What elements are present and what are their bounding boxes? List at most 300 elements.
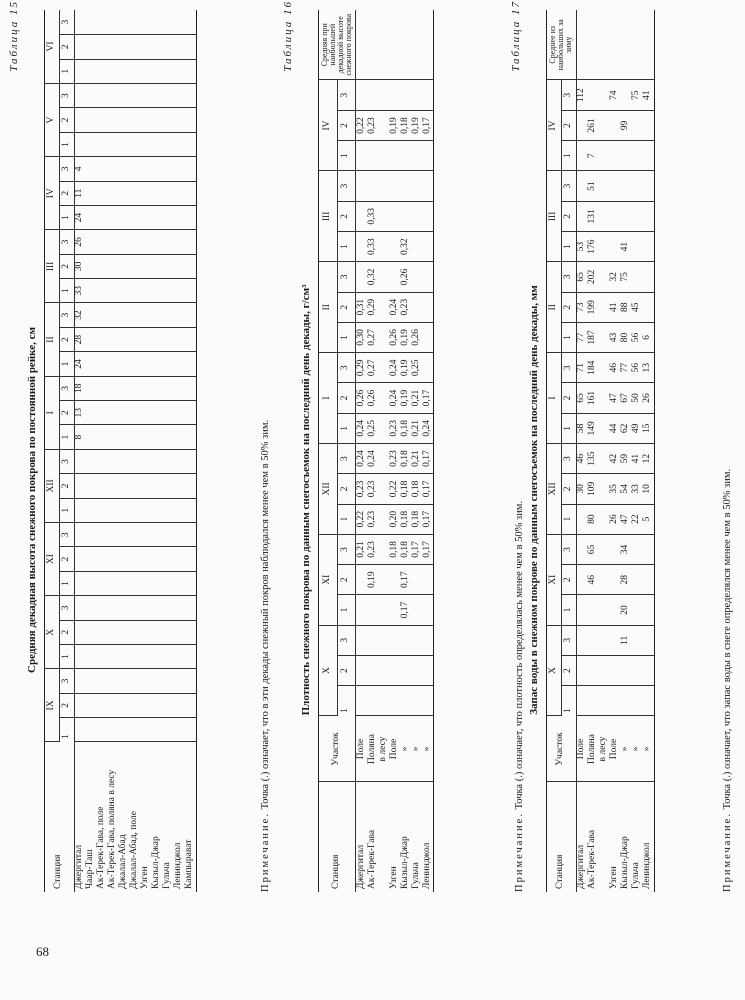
data-cell	[97, 83, 108, 107]
station-name: Джалал-Абад	[118, 834, 129, 889]
data-cell: 0,30	[356, 322, 368, 352]
data-cell: 202	[588, 262, 599, 292]
data-cell: 32	[74, 303, 86, 327]
data-cell	[97, 352, 108, 376]
data-cell: 46	[610, 353, 621, 383]
data-cell	[119, 35, 130, 59]
data-cell	[588, 655, 599, 685]
data-cell	[108, 83, 119, 107]
data-cell	[141, 35, 152, 59]
decade-header: 1	[337, 141, 356, 171]
data-cell	[643, 141, 655, 171]
data-cell	[152, 522, 163, 546]
data-cell	[152, 230, 163, 254]
data-cell	[163, 596, 174, 620]
decade-header: 1	[561, 504, 576, 534]
data-cell	[152, 205, 163, 229]
data-cell	[86, 181, 97, 205]
month-header: IV	[45, 157, 60, 230]
table-17-note-label: Примечание.	[722, 812, 733, 892]
data-cell	[610, 655, 621, 685]
decade-header: 2	[337, 110, 356, 140]
data-cell	[141, 449, 152, 473]
table-row	[411, 10, 422, 892]
data-cell	[74, 59, 86, 83]
data-cell	[599, 474, 610, 504]
data-cell	[152, 596, 163, 620]
decade-header: 2	[59, 547, 74, 571]
data-cell	[119, 718, 130, 742]
decade-header: 1	[561, 232, 576, 262]
summary-cell	[632, 10, 643, 80]
data-cell	[108, 132, 119, 156]
table-row	[389, 10, 400, 892]
station-name: Джергитал	[74, 844, 85, 889]
month-header: X	[319, 625, 338, 716]
decade-header: 2	[561, 383, 576, 413]
data-cell	[119, 449, 130, 473]
data-cell: 26	[643, 383, 655, 413]
data-cell	[163, 693, 174, 717]
station-name: Ленинджол	[643, 782, 655, 892]
table-17-note-text: Точка (.) означает, что запас воды в снеге определялся менее чем в 50% зим.	[722, 468, 733, 810]
table-row	[163, 10, 174, 892]
data-cell	[108, 230, 119, 254]
data-cell	[367, 686, 378, 716]
data-cell	[163, 718, 174, 742]
data-cell: 33	[74, 279, 86, 303]
data-cell	[588, 80, 599, 110]
decade-header: 1	[59, 425, 74, 449]
decade-header: 3	[561, 534, 576, 564]
data-cell	[130, 401, 141, 425]
data-cell: 0,32	[400, 232, 411, 262]
data-cell	[356, 171, 368, 201]
data-cell: 41	[632, 443, 643, 473]
data-cell	[163, 449, 174, 473]
data-cell: 131	[588, 201, 599, 231]
decade-header: 1	[561, 686, 576, 716]
data-cell	[130, 718, 141, 742]
data-cell	[108, 596, 119, 620]
data-cell	[632, 171, 643, 201]
data-cell	[389, 262, 400, 292]
page-number: 68	[36, 944, 49, 959]
data-cell	[174, 547, 185, 571]
data-cell	[152, 693, 163, 717]
data-cell	[163, 327, 174, 351]
decade-header: 3	[59, 230, 74, 254]
data-cell: 28	[74, 327, 86, 351]
data-cell: 0,18	[400, 110, 411, 140]
data-cell	[141, 157, 152, 181]
decade-header: 1	[59, 644, 74, 668]
data-cell	[86, 449, 97, 473]
data-cell	[621, 171, 632, 201]
data-cell	[86, 474, 97, 498]
decade-header: 3	[337, 443, 356, 473]
data-cell	[356, 686, 368, 716]
data-cell	[643, 686, 655, 716]
data-cell	[86, 498, 97, 522]
data-cell	[119, 230, 130, 254]
data-cell	[130, 571, 141, 595]
data-cell	[643, 171, 655, 201]
data-cell	[152, 59, 163, 83]
data-cell	[185, 669, 197, 693]
data-cell	[108, 669, 119, 693]
table-17	[546, 10, 655, 892]
data-cell	[588, 686, 599, 716]
summary-cell	[389, 10, 400, 80]
data-cell	[411, 292, 422, 322]
table-row	[588, 10, 599, 892]
data-cell	[130, 596, 141, 620]
data-cell	[97, 644, 108, 668]
plot-name: Поле	[356, 716, 368, 782]
data-cell	[152, 132, 163, 156]
data-cell	[378, 534, 389, 564]
data-cell	[599, 595, 610, 625]
table-16	[318, 10, 434, 892]
data-cell	[119, 352, 130, 376]
data-cell	[108, 693, 119, 717]
decade-header: 3	[337, 534, 356, 564]
data-cell	[621, 141, 632, 171]
data-cell	[621, 201, 632, 231]
data-cell	[130, 376, 141, 400]
summary-cell	[378, 10, 389, 80]
data-cell	[97, 474, 108, 498]
data-cell	[86, 571, 97, 595]
data-cell	[599, 655, 610, 685]
table-row	[97, 10, 108, 892]
data-cell	[119, 498, 130, 522]
data-cell: 41	[610, 292, 621, 322]
data-cell	[74, 35, 86, 59]
data-cell: 65	[588, 534, 599, 564]
data-cell	[389, 80, 400, 110]
data-cell	[119, 157, 130, 181]
table-15-label: Таблица 15	[8, 0, 20, 72]
station-name: Кызыл-Джар	[620, 836, 631, 889]
data-cell	[389, 141, 400, 171]
month-header: XII	[319, 443, 338, 534]
data-cell	[163, 669, 174, 693]
data-cell	[141, 279, 152, 303]
data-cell	[97, 303, 108, 327]
data-cell	[130, 620, 141, 644]
station-name: Кызыл-Джар	[151, 836, 162, 889]
data-cell	[119, 376, 130, 400]
data-cell: 0,17	[422, 110, 434, 140]
data-cell	[141, 522, 152, 546]
decade-header: 3	[337, 80, 356, 110]
decade-header: 2	[337, 292, 356, 322]
data-cell	[97, 425, 108, 449]
data-cell: 62	[621, 413, 632, 443]
data-cell	[86, 303, 97, 327]
data-cell	[422, 625, 434, 655]
data-cell	[599, 201, 610, 231]
table-16-title: Плотность снежного покрова по данным снегосъемок на последний день декады, г/см³	[300, 284, 312, 716]
data-cell	[130, 83, 141, 107]
data-cell: 184	[588, 353, 599, 383]
plot-name: в лесу	[378, 716, 389, 782]
data-cell: 65	[576, 262, 588, 292]
data-cell	[163, 59, 174, 83]
table-15-note	[260, 420, 271, 892]
data-cell	[174, 230, 185, 254]
data-cell	[163, 522, 174, 546]
data-cell	[610, 686, 621, 716]
plot-header: Участок	[547, 716, 577, 782]
data-cell	[389, 686, 400, 716]
data-cell: 0,18	[400, 474, 411, 504]
decade-header: 3	[59, 596, 74, 620]
data-cell: 53	[576, 232, 588, 262]
data-cell: 20	[621, 595, 632, 625]
data-cell	[86, 547, 97, 571]
data-cell	[108, 498, 119, 522]
data-cell	[152, 498, 163, 522]
data-cell: 88	[621, 292, 632, 322]
data-cell	[599, 383, 610, 413]
data-cell	[174, 327, 185, 351]
decade-header: 3	[561, 625, 576, 655]
month-header: IV	[547, 80, 562, 171]
data-cell	[74, 547, 86, 571]
data-cell	[119, 181, 130, 205]
decade-header: 2	[59, 254, 74, 278]
data-cell	[141, 596, 152, 620]
data-cell	[185, 352, 197, 376]
data-cell	[141, 376, 152, 400]
data-cell	[74, 449, 86, 473]
data-cell: 54	[621, 474, 632, 504]
data-cell	[97, 132, 108, 156]
data-cell	[97, 10, 108, 35]
data-cell	[119, 327, 130, 351]
data-cell	[108, 376, 119, 400]
decade-header: 2	[337, 655, 356, 685]
data-cell	[74, 571, 86, 595]
data-cell: 44	[610, 413, 621, 443]
data-cell: 0,17	[422, 534, 434, 564]
data-cell	[97, 181, 108, 205]
data-cell	[389, 625, 400, 655]
data-cell	[108, 401, 119, 425]
decade-header: 3	[59, 522, 74, 546]
decade-header: 1	[59, 718, 74, 742]
data-cell	[185, 401, 197, 425]
data-cell	[141, 132, 152, 156]
data-cell	[97, 620, 108, 644]
data-cell	[119, 83, 130, 107]
data-cell	[130, 522, 141, 546]
data-cell: 0,32	[367, 262, 378, 292]
data-cell	[86, 157, 97, 181]
data-cell	[130, 498, 141, 522]
data-cell	[378, 141, 389, 171]
summary-header: Среднее из наибольших за зиму	[547, 10, 577, 80]
month-header: IV	[319, 80, 338, 171]
decade-header: 2	[59, 474, 74, 498]
decade-header: 2	[561, 201, 576, 231]
data-cell	[141, 59, 152, 83]
data-cell	[97, 157, 108, 181]
data-cell	[185, 108, 197, 132]
data-cell	[643, 595, 655, 625]
data-cell	[174, 254, 185, 278]
data-cell	[86, 425, 97, 449]
data-cell	[119, 59, 130, 83]
data-cell	[185, 10, 197, 35]
data-cell: 65	[576, 383, 588, 413]
data-cell	[643, 565, 655, 595]
data-cell	[411, 141, 422, 171]
table-row	[422, 10, 434, 892]
data-cell: 0,33	[367, 201, 378, 231]
data-cell	[163, 571, 174, 595]
data-cell: 51	[588, 171, 599, 201]
data-cell	[108, 352, 119, 376]
data-cell	[141, 693, 152, 717]
decade-header: 3	[337, 353, 356, 383]
data-cell: 0,20	[389, 504, 400, 534]
decade-header: 3	[561, 353, 576, 383]
data-cell	[422, 655, 434, 685]
decade-header: 2	[337, 383, 356, 413]
data-cell: 99	[621, 110, 632, 140]
decade-header: 2	[561, 655, 576, 685]
data-cell	[632, 141, 643, 171]
data-cell	[422, 171, 434, 201]
data-cell	[632, 110, 643, 140]
decade-header: 3	[337, 262, 356, 292]
data-cell	[610, 141, 621, 171]
data-cell	[400, 141, 411, 171]
data-cell	[86, 254, 97, 278]
data-cell: 0,23	[367, 474, 378, 504]
data-cell	[389, 201, 400, 231]
data-cell	[108, 718, 119, 742]
data-cell	[621, 80, 632, 110]
data-cell	[174, 644, 185, 668]
data-cell	[163, 498, 174, 522]
data-cell: 0,17	[422, 383, 434, 413]
data-cell	[108, 644, 119, 668]
data-cell	[141, 669, 152, 693]
data-cell	[174, 401, 185, 425]
data-cell	[86, 693, 97, 717]
data-cell: 47	[621, 504, 632, 534]
data-cell	[86, 10, 97, 35]
decade-header: 2	[337, 474, 356, 504]
decade-header: 2	[337, 201, 356, 231]
data-cell: 10	[643, 474, 655, 504]
data-cell: 8	[74, 425, 86, 449]
data-cell: 4	[74, 157, 86, 181]
plot-name: »	[632, 716, 643, 782]
data-cell	[152, 279, 163, 303]
data-cell	[119, 693, 130, 717]
data-cell	[400, 201, 411, 231]
station-name: Ак-Терек-Гава	[366, 829, 377, 889]
data-cell	[411, 565, 422, 595]
data-cell	[599, 353, 610, 383]
data-cell	[356, 625, 368, 655]
data-cell: 77	[621, 353, 632, 383]
data-cell	[152, 644, 163, 668]
data-cell	[130, 352, 141, 376]
month-header: III	[319, 171, 338, 262]
data-cell	[185, 498, 197, 522]
data-cell	[74, 669, 86, 693]
data-cell	[141, 718, 152, 742]
data-cell	[378, 474, 389, 504]
month-header: I	[45, 376, 60, 449]
data-cell	[130, 132, 141, 156]
month-header: X	[45, 596, 60, 669]
data-cell: 0,21	[356, 534, 368, 564]
table-row	[621, 10, 632, 892]
table-16-note-text: Точка (.) означает, что плотность определялась менее чем в 50% зим.	[514, 500, 525, 810]
decade-header: 3	[59, 669, 74, 693]
data-cell	[86, 108, 97, 132]
data-cell: 28	[621, 565, 632, 595]
data-cell: 26	[74, 230, 86, 254]
data-cell	[576, 595, 588, 625]
data-cell	[86, 327, 97, 351]
data-cell	[378, 232, 389, 262]
data-cell	[411, 655, 422, 685]
data-cell	[141, 474, 152, 498]
data-cell	[389, 655, 400, 685]
data-cell	[576, 171, 588, 201]
data-cell	[356, 201, 368, 231]
data-cell	[141, 352, 152, 376]
data-cell: 0,18	[389, 534, 400, 564]
station-header: Станция	[547, 782, 577, 892]
data-cell: 49	[632, 413, 643, 443]
data-cell: 0,24	[356, 413, 368, 443]
data-cell	[185, 474, 197, 498]
decade-header: 3	[561, 262, 576, 292]
data-cell	[108, 620, 119, 644]
decade-header: 2	[561, 292, 576, 322]
data-cell	[119, 596, 130, 620]
data-cell	[411, 686, 422, 716]
data-cell	[152, 449, 163, 473]
data-cell	[400, 686, 411, 716]
data-cell: 0,26	[389, 322, 400, 352]
data-cell: 0,19	[400, 383, 411, 413]
data-cell	[86, 596, 97, 620]
data-cell: 80	[588, 504, 599, 534]
data-cell	[141, 181, 152, 205]
data-cell	[378, 171, 389, 201]
data-cell	[356, 262, 368, 292]
data-cell: 45	[632, 292, 643, 322]
data-cell	[400, 655, 411, 685]
data-cell	[130, 254, 141, 278]
data-cell	[378, 504, 389, 534]
data-cell	[610, 565, 621, 595]
decade-header: 3	[561, 80, 576, 110]
data-cell: 0,23	[389, 413, 400, 443]
data-cell	[599, 141, 610, 171]
